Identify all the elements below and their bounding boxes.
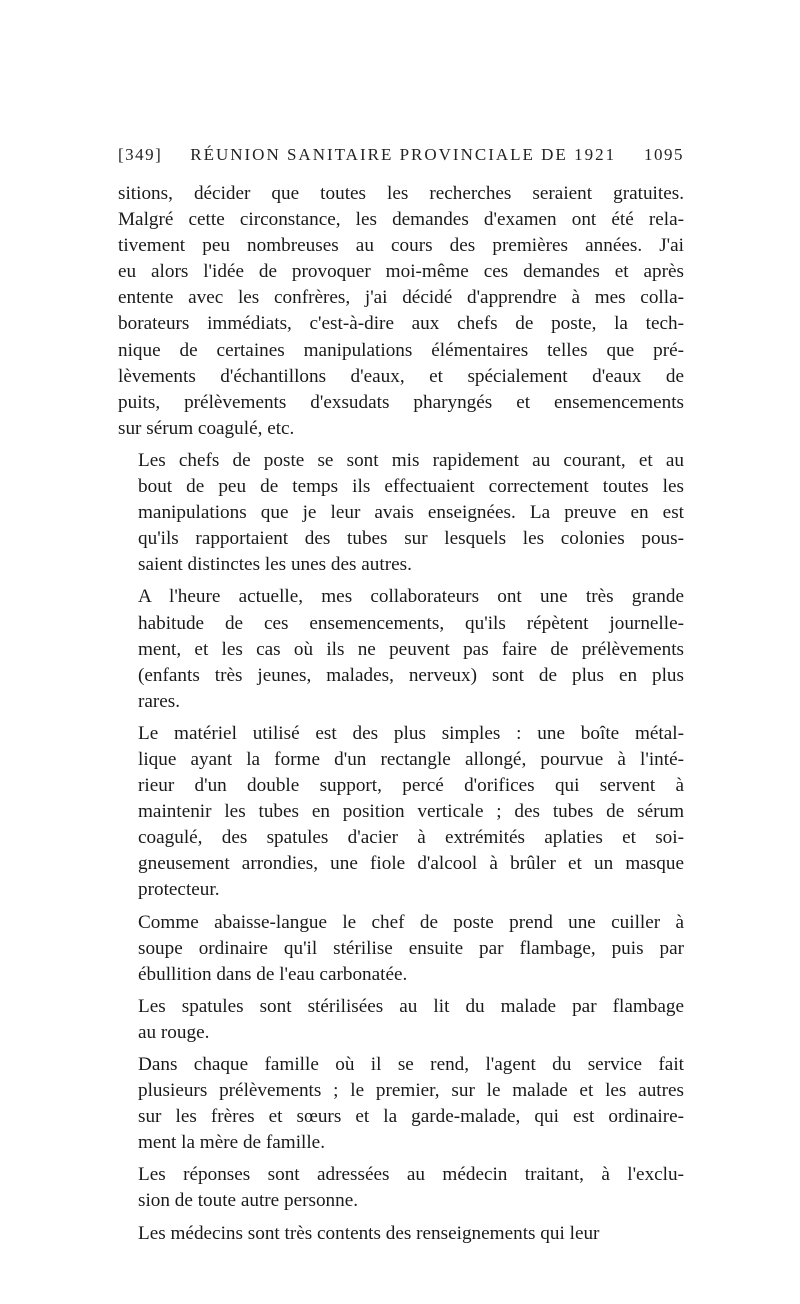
page-reference: [349] bbox=[118, 145, 163, 164]
paragraph bbox=[118, 448, 684, 578]
text-line: sitions, décider que toutes les recherches seraient gratuites. bbox=[118, 183, 684, 204]
text-line: qu'ils rapportaient des tubes sur lesquels les colonies pous- bbox=[138, 528, 684, 550]
text-line: lique ayant la forme d'un rectangle allongé, pourvue à l'inté- bbox=[138, 748, 684, 770]
text-line: (enfants très jeunes, malades, nerveux) sont de plus en plus bbox=[138, 664, 684, 686]
text-line: maintenir les tubes en position verticale ; des tubes de sérum bbox=[138, 801, 684, 823]
text-line: manipulations que je leur avais enseignées. La preuve en est bbox=[138, 502, 684, 524]
text-line: soupe ordinaire qu'il stérilise ensuite par flambage, puis par bbox=[138, 937, 684, 959]
paragraph bbox=[118, 1221, 684, 1247]
text-line: Le matériel utilisé est des plus simples : une boîte métal- bbox=[138, 722, 684, 744]
text-line: gneusement arrondies, une fiole d'alcool à brûler et un masque bbox=[138, 853, 684, 875]
text-line: Les médecins sont très contents des renseignements qui leur bbox=[138, 1222, 600, 1244]
paragraph bbox=[118, 1052, 684, 1156]
text-line: ment, et les cas où ils ne peuvent pas faire de prélèvements bbox=[138, 638, 684, 660]
paragraph bbox=[118, 584, 684, 714]
text-line: au rouge. bbox=[138, 1021, 210, 1043]
text-line: Les spatules sont stérilisées au lit du malade par flambage bbox=[138, 995, 684, 1017]
text-line: lèvements d'échantillons d'eaux, et spécialement d'eaux de bbox=[118, 365, 684, 387]
text-line: rieur d'un double support, percé d'orifices qui servent à bbox=[138, 775, 684, 797]
text-line: Malgré cette circonstance, les demandes d'examen ont été rela- bbox=[118, 209, 684, 231]
paragraph bbox=[118, 721, 684, 904]
running-title: RÉUNION SANITAIRE PROVINCIALE DE 1921 bbox=[190, 145, 617, 164]
text-line: borateurs immédiats, c'est-à-dire aux chefs de poste, la tech- bbox=[118, 313, 684, 335]
running-head bbox=[118, 145, 684, 169]
text-line: Comme abaisse-langue le chef de poste prend une cuiller à bbox=[138, 911, 684, 933]
text-line: A l'heure actuelle, mes collaborateurs ont une très grande bbox=[138, 586, 684, 608]
text-line: habitude de ces ensemencements, qu'ils répètent journelle- bbox=[138, 612, 684, 634]
text-line: ébullition dans de l'eau carbonatée. bbox=[138, 963, 408, 985]
text-line: sur les frères et sœurs et la garde-malade, qui est ordinaire- bbox=[138, 1106, 684, 1128]
text-line: plusieurs prélèvements ; le premier, sur le malade et les autres bbox=[138, 1080, 684, 1102]
paragraph bbox=[118, 910, 684, 988]
text-line: ment la mère de famille. bbox=[138, 1132, 325, 1154]
text-line: eu alors l'idée de provoquer moi-même ces demandes et après bbox=[118, 261, 684, 283]
text-line: coagulé, des spatules d'acier à extrémités aplaties et soi- bbox=[138, 827, 684, 849]
text-line: protecteur. bbox=[138, 879, 220, 901]
paragraph bbox=[118, 1162, 684, 1214]
text-line: saient distinctes les unes des autres. bbox=[138, 554, 412, 576]
paragraph bbox=[118, 994, 684, 1046]
text-line: tivement peu nombreuses au cours des premières années. J'ai bbox=[118, 235, 684, 257]
text-line: sur sérum coagulé, etc. bbox=[118, 417, 295, 439]
page-number: 1095 bbox=[643, 145, 684, 164]
text-line: entente avec les confrères, j'ai décidé d'apprendre à mes colla- bbox=[118, 287, 684, 309]
text-line: bout de peu de temps ils effectuaient correctement toutes les bbox=[138, 476, 684, 498]
text-line: Les chefs de poste se sont mis rapidement au courant, et au bbox=[138, 449, 684, 471]
text-line: sion de toute autre personne. bbox=[138, 1190, 359, 1212]
body-text bbox=[118, 181, 684, 1247]
text-line: Les réponses sont adressées au médecin traitant, à l'exclu- bbox=[138, 1164, 684, 1186]
text-line: nique de certaines manipulations élémentaires telles que pré- bbox=[118, 339, 684, 361]
book-page bbox=[118, 145, 684, 1247]
text-line: puits, prélèvements d'exsudats pharyngés et ensemencements bbox=[118, 391, 684, 413]
text-line: rares. bbox=[138, 690, 181, 712]
paragraph bbox=[118, 181, 684, 442]
text-line: Dans chaque famille où il se rend, l'agent du service fait bbox=[138, 1054, 684, 1075]
